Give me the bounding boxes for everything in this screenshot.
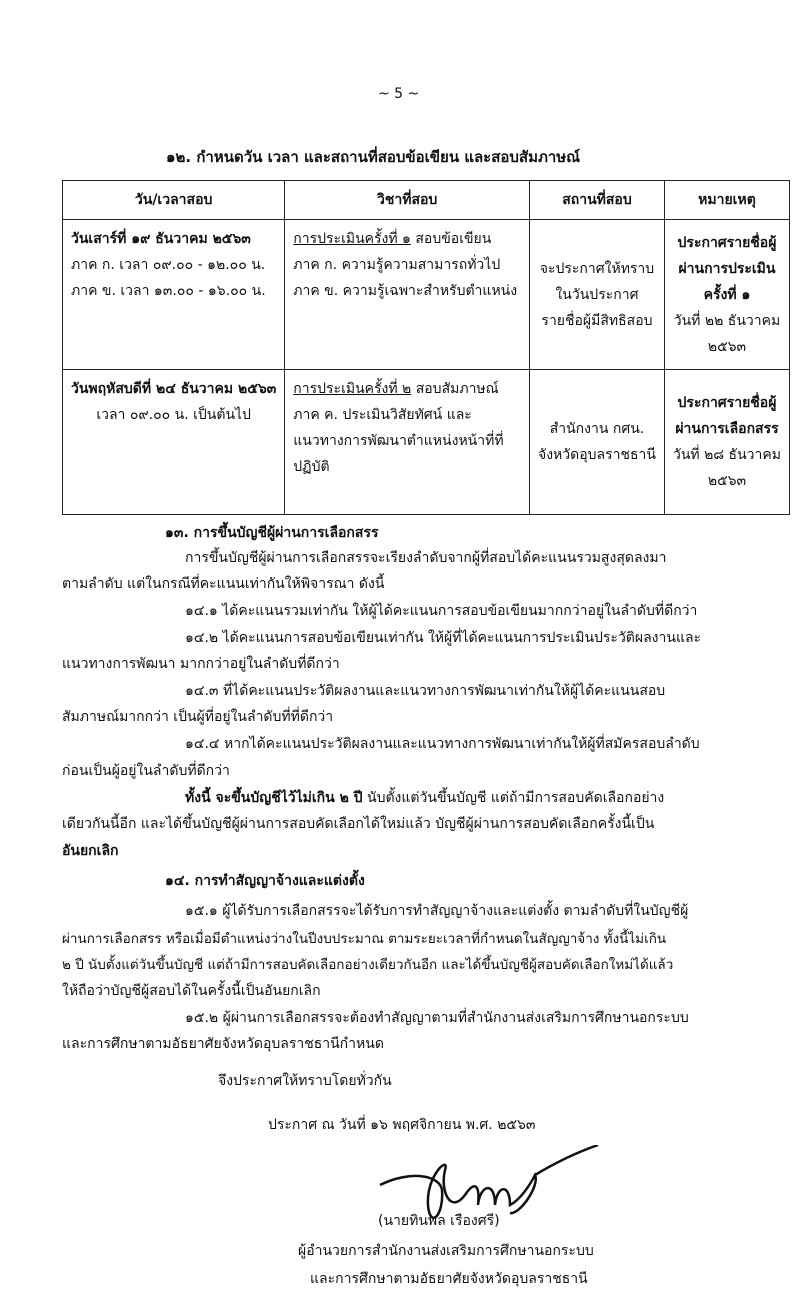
- column-header: วัน/เวลาสอบ: [63, 181, 285, 220]
- section-13-title: ๑๓. การขึ้นบัญชีผู้ผ่านการเลือกสรร: [165, 525, 379, 541]
- note-text: ผ่านการเลือกสรร: [675, 421, 779, 437]
- note-text: ประกาศรายชื่อผู้: [677, 395, 777, 411]
- paragraph-line: ก่อนเป็นผู้อยู่ในลำดับที่ดีกว่า: [62, 763, 230, 779]
- paragraph-line: ตามลำดับ แต่ในกรณีที่คะแนนเท่ากันให้พิจารณา ดังนี้: [62, 576, 385, 592]
- date-cell: [63, 220, 285, 370]
- note-text: ครั้งที่ ๑: [703, 286, 751, 303]
- place-text: จะประกาศให้ทราบ: [539, 260, 655, 277]
- note-cell: [664, 220, 789, 370]
- time-text: เวลา ๐๙.๐๐ น. เป็นต้นไป: [96, 407, 251, 423]
- section-12-title: ๑๒. กำหนดวัน เวลา และสถานที่สอบข้อเขียน และสอบสัมภาษณ์: [166, 148, 581, 166]
- paragraph-line: เดียวกันนี้อีก และได้ขึ้นบัญชีผู้ผ่านการสอบคัดเลือกได้ใหม่แล้ว บัญชีผู้ผ่านการสอบคัดเลือกครั้งนี้เป็น: [62, 816, 655, 832]
- place-cell: [529, 220, 664, 370]
- signatory-position: ผู้อำนวยการสำนักงานส่งเสริมการศึกษานอกระบบ: [298, 1243, 594, 1259]
- paragraph-line: ๒ ปี นับตั้งแต่วันขึ้นบัญชี แต่ถ้ามีการสอบคัดเลือกอย่างเดียวกันอีก และได้ขึ้นบัญชีผู้สอบคัดเลือกใหม่ได้แล้ว: [62, 957, 674, 973]
- exam-schedule-table: [62, 180, 790, 515]
- paragraph-line: [185, 787, 664, 809]
- paragraph-line: ๑๕.๑ ผู้ได้รับการเลือกสรรจะได้รับการทำสัญญาจ้างและแต่งตั้ง ตามลำดับที่ในบัญชีผู้: [185, 903, 689, 919]
- bold-phrase: ทั้งนี้ จะขึ้นบัญชีไว้ไม่เกิน ๒ ปี: [185, 790, 363, 806]
- date-cell: [63, 370, 285, 515]
- paragraph-line: ๑๔.๓ ที่ได้คะแนนประวัติผลงานและแนวทางการพัฒนาเท่ากันให้ผู้ได้คะแนนสอบ: [185, 683, 666, 699]
- place-text: จังหวัดอุบลราชธานี: [537, 447, 656, 463]
- time-text: ภาค ก. เวลา ๐๙.๐๐ - ๑๒.๐๐ น.: [71, 257, 266, 273]
- paragraph-line: ๑๕.๒ ผู้ผ่านการเลือกสรรจะต้องทำสัญญาตามที่สำนักงานส่งเสริมการศึกษานอกระบบ: [185, 1010, 689, 1026]
- paragraph-line: สัมภาษณ์มากกว่า เป็นผู้ที่อยู่ในลำดับที่ที่ดีกว่า: [62, 709, 334, 725]
- subject-text: ภาค ก. ความรู้ความสามารถทั่วไป: [293, 257, 501, 273]
- paragraph-line: ๑๔.๒ ได้คะแนนการสอบข้อเขียนเท่ากัน ให้ผู้ที่ได้คะแนนการประเมินประวัติผลงานและ: [185, 630, 702, 646]
- table-row: [63, 220, 790, 370]
- place-text: สำนักงาน กศน.: [549, 421, 645, 437]
- date-text: วันพฤหัสบดีที่ ๒๔ ธันวาคม ๒๕๖๓: [71, 381, 277, 397]
- paragraph-line: ๑๔.๑ ได้คะแนนรวมเท่ากัน ให้ผู้ได้คะแนนการสอบข้อเขียนมากกว่าอยู่ในลำดับที่ดีกว่า: [185, 603, 698, 619]
- assessment-label: การประเมินครั้งที่ ๒: [293, 381, 412, 397]
- column-header: วิชาที่สอบ: [285, 181, 530, 220]
- place-text: ในวันประกาศ: [555, 286, 639, 303]
- subject-text: แนวทางการพัฒนาตำแหน่งหน้าที่ที่: [293, 433, 504, 449]
- place-text: รายชื่อผู้มีสิทธิสอบ: [541, 312, 653, 329]
- note-text: วันที่ ๒๒ ธันวาคม: [673, 312, 781, 329]
- subject-text: ปฏิบัติ: [293, 459, 330, 475]
- subject-text: สอบข้อเขียน: [410, 231, 492, 247]
- subject-text: ภาค ค. ประเมินวิสัยทัศน์ และ: [293, 407, 472, 423]
- page-number: ~ 5 ~: [378, 86, 420, 102]
- note-text: วันที่ ๒๘ ธันวาคม: [672, 447, 781, 463]
- assessment-label: การประเมินครั้งที่ ๑: [293, 231, 411, 247]
- table-header-row: [63, 181, 790, 220]
- announce-date: ประกาศ ณ วันที่ ๑๖ พฤศจิกายน พ.ศ. ๒๕๖๓: [268, 1117, 536, 1133]
- note-text: ประกาศรายชื่อผู้: [677, 234, 777, 251]
- paragraph-line: และการศึกษาตามอัธยาศัยจังหวัดอุบลราชธานีกำหนด: [62, 1036, 384, 1052]
- subject-cell: [285, 220, 530, 370]
- place-cell: [529, 370, 664, 515]
- time-text: ภาค ข. เวลา ๑๓.๐๐ - ๑๖.๐๐ น.: [71, 283, 266, 299]
- signatory-position: และการศึกษาตามอัธยาศัยจังหวัดอุบลราชธานี: [310, 1271, 588, 1287]
- date-text: วันเสาร์ที่ ๑๙ ธันวาคม ๒๕๖๓: [71, 231, 251, 247]
- note-text: ผ่านการประเมิน: [678, 260, 776, 277]
- signatory-name: (นายทินพล เรืองศรี): [378, 1213, 500, 1229]
- subject-text: ภาค ข. ความรู้เฉพาะสำหรับตำแหน่ง: [293, 283, 518, 299]
- paragraph-line: อันยกเลิก: [62, 843, 119, 859]
- subject-cell: [285, 370, 530, 515]
- table-row: [63, 370, 790, 515]
- text: นับตั้งแต่วันขึ้นบัญชี แต่ถ้ามีการสอบคัดเลือกอย่าง: [362, 790, 665, 806]
- section-14-title: ๑๔. การทำสัญญาจ้างและแต่งตั้ง: [165, 873, 365, 889]
- subject-text: สอบสัมภาษณ์: [411, 381, 499, 397]
- paragraph-line: ให้ถือว่าบัญชีผู้สอบได้ในครั้งนี้เป็นอันยกเลิก: [62, 983, 321, 999]
- paragraph-line: การขึ้นบัญชีผู้ผ่านการเลือกสรรจะเรียงลำดับจากผู้ที่สอบได้คะแนนรวมสูงสุดลงมา: [185, 550, 667, 566]
- column-header: สถานที่สอบ: [529, 181, 664, 220]
- paragraph-line: ผ่านการเลือกสรร หรือเมื่อมีตำแหน่งว่างในปีงบประมาณ ตามระยะเวลาที่กำหนดในสัญญาจ้าง ทั้งนี้ไม่เกิน: [62, 931, 667, 947]
- column-header: หมายเหตุ: [664, 181, 789, 220]
- announce-text: จึงประกาศให้ทราบโดยทั่วกัน: [218, 1073, 392, 1089]
- paragraph-line: ๑๔.๔ หากได้คะแนนประวัติผลงานและแนวทางการพัฒนาเท่ากันให้ผู้ที่สมัครสอบลำดับ: [185, 736, 700, 752]
- note-text: ๒๕๖๓: [707, 338, 747, 355]
- note-text: ๒๕๖๓: [707, 473, 747, 489]
- note-cell: [664, 370, 789, 515]
- paragraph-line: แนวทางการพัฒนา มากกว่าอยู่ในลำดับที่ดีกว่า: [62, 656, 340, 672]
